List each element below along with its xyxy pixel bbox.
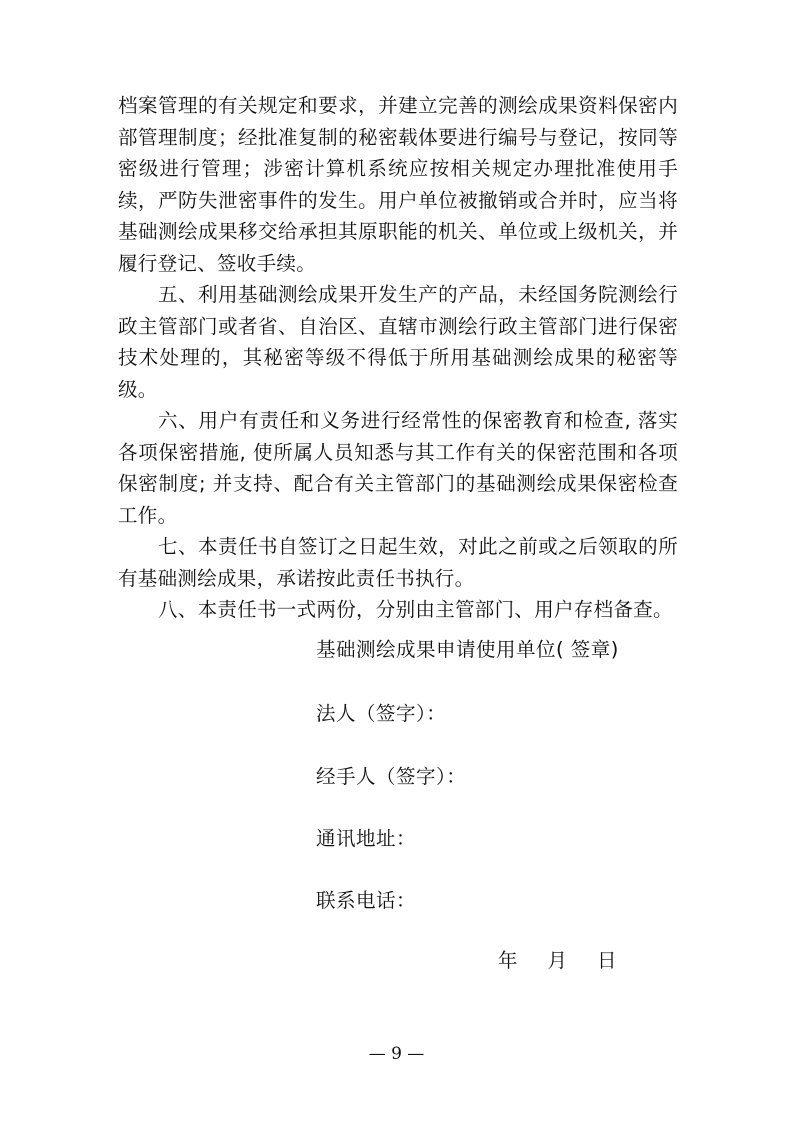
page-number: — 9 — xyxy=(368,1044,425,1064)
date-month: 月 xyxy=(547,949,568,972)
paragraph-clause-6: 六、用户有责任和义务进行经常性的保密教育和检查, 落实各项保密措施, 使所属人员知悉与其工作有关的保密范围和各项保密制度; 并支持、配合有关主管部门的基础测绘成果保密检查工作。 xyxy=(118,409,678,527)
signature-address: 通讯地址： xyxy=(316,827,417,850)
body-text xyxy=(118,90,678,626)
paragraph-clause-5: 五、利用基础测绘成果开发生产的产品，未经国务院测绘行政主管部门或者省、自治区、直辖市测绘行政主管部门进行保密技术处理的，其秘密等级不得低于所用基础测绘成果的秘密等级。 xyxy=(118,283,678,401)
signature-phone: 联系电话： xyxy=(316,889,417,912)
signature-legal-person: 法人（签字）： xyxy=(316,702,447,725)
paragraph-clause-8: 八、本责任书一式两份，分别由主管部门、用户存档备查。 xyxy=(158,598,673,621)
signature-unit: 基础测绘成果申请使用单位( 签章) xyxy=(316,638,619,661)
date-year: 年 xyxy=(498,949,518,972)
date-line xyxy=(498,947,617,975)
date-day: 日 xyxy=(597,949,617,972)
signature-handler: 经手人（签字）： xyxy=(316,765,467,788)
paragraph-clause-7: 七、本责任书自签订之日起生效，对此之前或之后领取的所有基础测绘成果，承诺按此责任书执行。 xyxy=(118,535,678,590)
paragraph-continued: 档案管理的有关规定和要求，并建立完善的测绘成果资料保密内部管理制度；经批准复制的秘密载体要进行编号与登记，按同等密级进行管理；涉密计算机系统应按相关规定办理批准使用手续，严防失泄密事件的发生。用户单位被撤销或合并时，应当将基础测绘成果移交给承担其原职能的机关、单位或上级机关，并履行登记、签收手续。 xyxy=(118,94,678,275)
